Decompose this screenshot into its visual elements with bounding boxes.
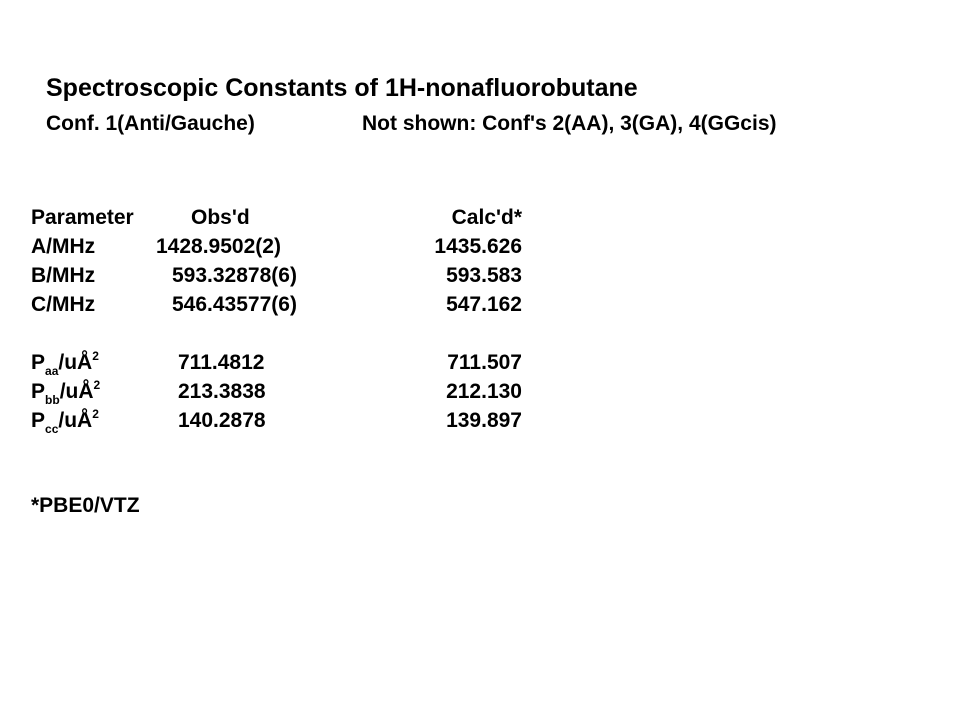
header-observed: Obs'd: [191, 206, 250, 229]
param-unit: /uÅ: [58, 351, 93, 374]
subtitle-conformer: Conf. 1(Anti/Gauche): [46, 112, 255, 135]
slide-title: Spectroscopic Constants of 1H-nonafluorobutane: [46, 74, 638, 102]
param-unit: /uÅ: [59, 380, 94, 403]
table-row: [31, 235, 551, 264]
parameter-label: [31, 349, 99, 378]
table-row: [31, 293, 551, 322]
parameter-label: [31, 378, 101, 407]
observed-value: 593.32878(6): [172, 264, 297, 287]
table-row: [31, 409, 551, 438]
parameter-label: [31, 407, 99, 436]
observed-value: 140.2878: [178, 409, 266, 432]
observed-value: 711.4812: [178, 351, 265, 374]
subtitle-row: [46, 112, 926, 140]
calculated-value: 1435.626: [434, 235, 522, 258]
header-parameter: Parameter: [31, 206, 134, 229]
table-row: [31, 351, 551, 380]
subtitle-not-shown: Not shown: Conf's 2(AA), 3(GA), 4(GGcis): [362, 112, 777, 135]
param-symbol: P: [31, 351, 46, 374]
table-spacer: [31, 322, 551, 351]
param-subscript: aa: [45, 364, 59, 378]
calculated-value: 212.130: [446, 380, 522, 403]
calculated-value: 711.507: [447, 351, 522, 374]
table-header-row: [31, 206, 551, 235]
calculated-value: 139.897: [446, 409, 522, 432]
parameter-label: B/MHz: [31, 264, 96, 287]
constants-table: [31, 206, 551, 438]
param-symbol: P: [31, 409, 46, 432]
param-superscript: 2: [92, 407, 99, 421]
parameter-label: C/MHz: [31, 293, 96, 316]
observed-value: 1428.9502(2): [156, 235, 281, 258]
param-unit: /uÅ: [58, 409, 93, 432]
parameter-label: A/MHz: [31, 235, 96, 258]
method-footnote: *PBE0/VTZ: [31, 494, 140, 517]
calculated-value: 593.583: [446, 264, 522, 287]
table-row: [31, 380, 551, 409]
param-superscript: 2: [92, 349, 99, 363]
param-subscript: cc: [45, 422, 59, 436]
calculated-value: 547.162: [446, 293, 522, 316]
param-symbol: P: [31, 380, 46, 403]
param-superscript: 2: [93, 378, 101, 392]
header-calculated: Calc'd*: [451, 206, 522, 229]
observed-value: 213.3838: [178, 380, 266, 403]
table-row: [31, 264, 551, 293]
param-subscript: bb: [45, 393, 60, 407]
observed-value: 546.43577(6): [172, 293, 297, 316]
